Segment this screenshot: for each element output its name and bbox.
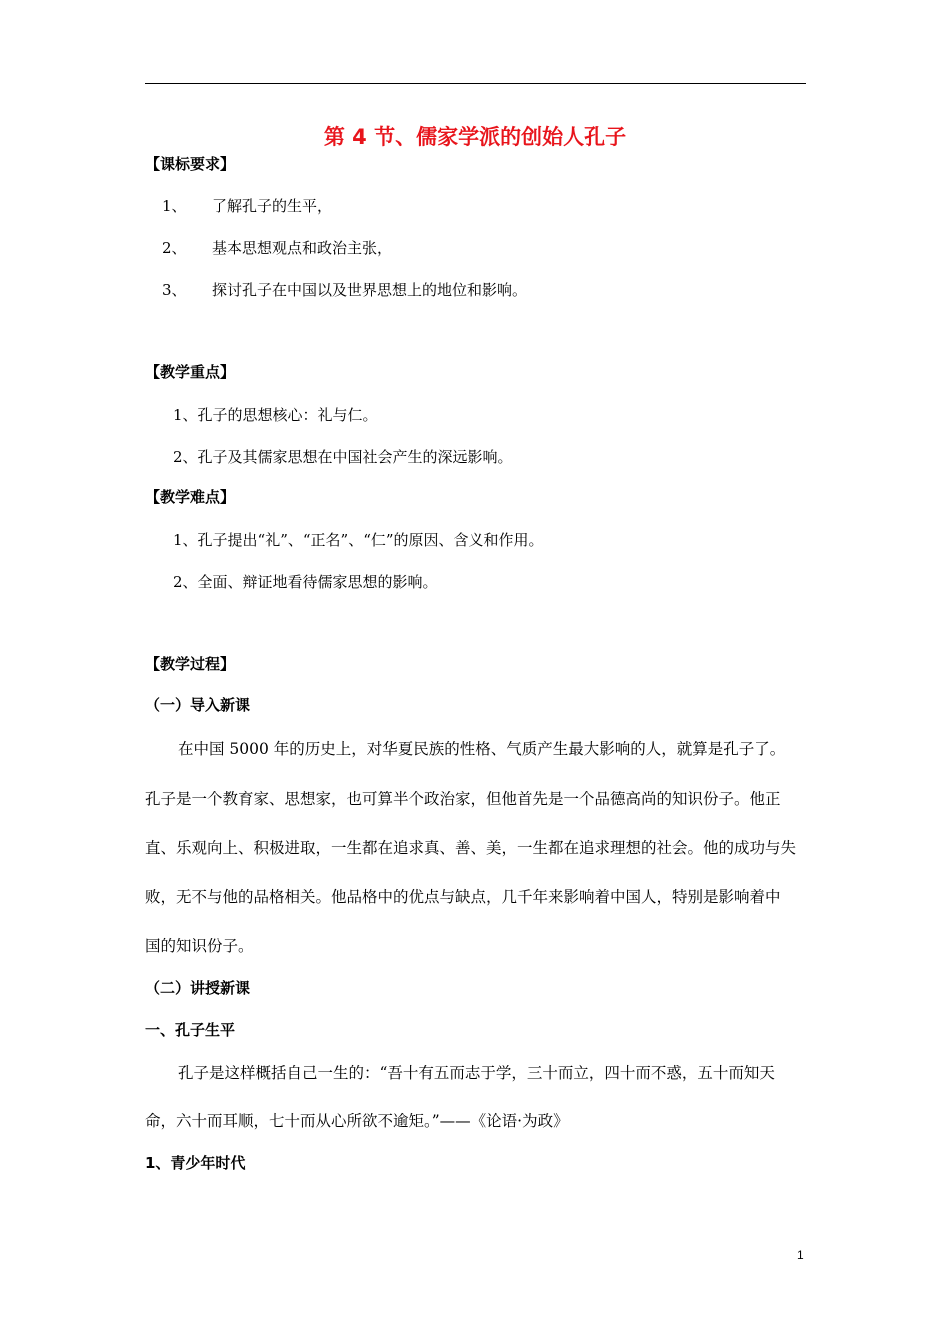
paragraph-line: 败，无不与他的品格相关。他品格中的优点与缺点，几千年来影响着中国人，特别是影响着中 — [145, 888, 781, 906]
item-text: 基本思想观点和政治主张， — [212, 239, 393, 257]
difficulty-item: 2、全面、辩证地看待儒家思想的影响。 — [173, 573, 438, 591]
difficulty-item: 1、孔子提出“礼”、“正名”、“仁”的原因、含义和作用。 — [173, 531, 544, 549]
heading-curriculum: 【课标要求】 — [145, 155, 236, 173]
paragraph-line: 孔子是一个教育家、思想家，也可算半个政治家，但他首先是一个品德高尚的知识份子。他正 — [145, 790, 781, 808]
key-point-item: 1、孔子的思想核心：礼与仁。 — [173, 406, 378, 424]
page-number: 1 — [797, 1248, 804, 1262]
heading-process: 【教学过程】 — [145, 655, 236, 673]
curriculum-item — [162, 195, 332, 216]
quote-line: 孔子是这样概括自己一生的：“吾十有五而志于学，三十而立，四十而不惑，五十而知天 — [178, 1064, 775, 1082]
key-point-item: 2、孔子及其儒家思想在中国社会产生的深远影响。 — [173, 448, 513, 466]
curriculum-item — [162, 237, 392, 258]
item-text: 了解孔子的生平， — [212, 197, 333, 215]
heading-lecture: （二）讲授新课 — [145, 979, 251, 997]
heading-youth: 1、青少年时代 — [145, 1154, 246, 1172]
paragraph-line: 国的知识份子。 — [145, 937, 254, 955]
item-number: 1、 — [162, 197, 187, 215]
item-number: 2、 — [162, 239, 187, 257]
paragraph-line: 在中国 5000 年的历史上，对华夏民族的性格、气质产生最大影响的人，就算是孔子了。 — [178, 740, 786, 758]
curriculum-item — [162, 279, 527, 300]
paragraph-line: 直、乐观向上、积极进取，一生都在追求真、善、美，一生都在追求理想的社会。他的成功与失 — [145, 839, 797, 857]
heading-intro: （一）导入新课 — [145, 696, 251, 714]
document-title: 第 4 节、儒家学派的创始人孔子 — [323, 125, 627, 149]
heading-part1: 一、孔子生平 — [145, 1021, 236, 1039]
heading-key-points: 【教学重点】 — [145, 363, 236, 381]
item-text: 探讨孔子在中国以及世界思想上的地位和影响。 — [212, 281, 528, 299]
item-number: 3、 — [162, 281, 187, 299]
quote-line: 命，六十而耳顺，七十而从心所欲不逾矩。”——《论语·为政》 — [145, 1112, 569, 1130]
heading-difficulties: 【教学难点】 — [145, 488, 236, 506]
header-rule — [145, 83, 806, 84]
